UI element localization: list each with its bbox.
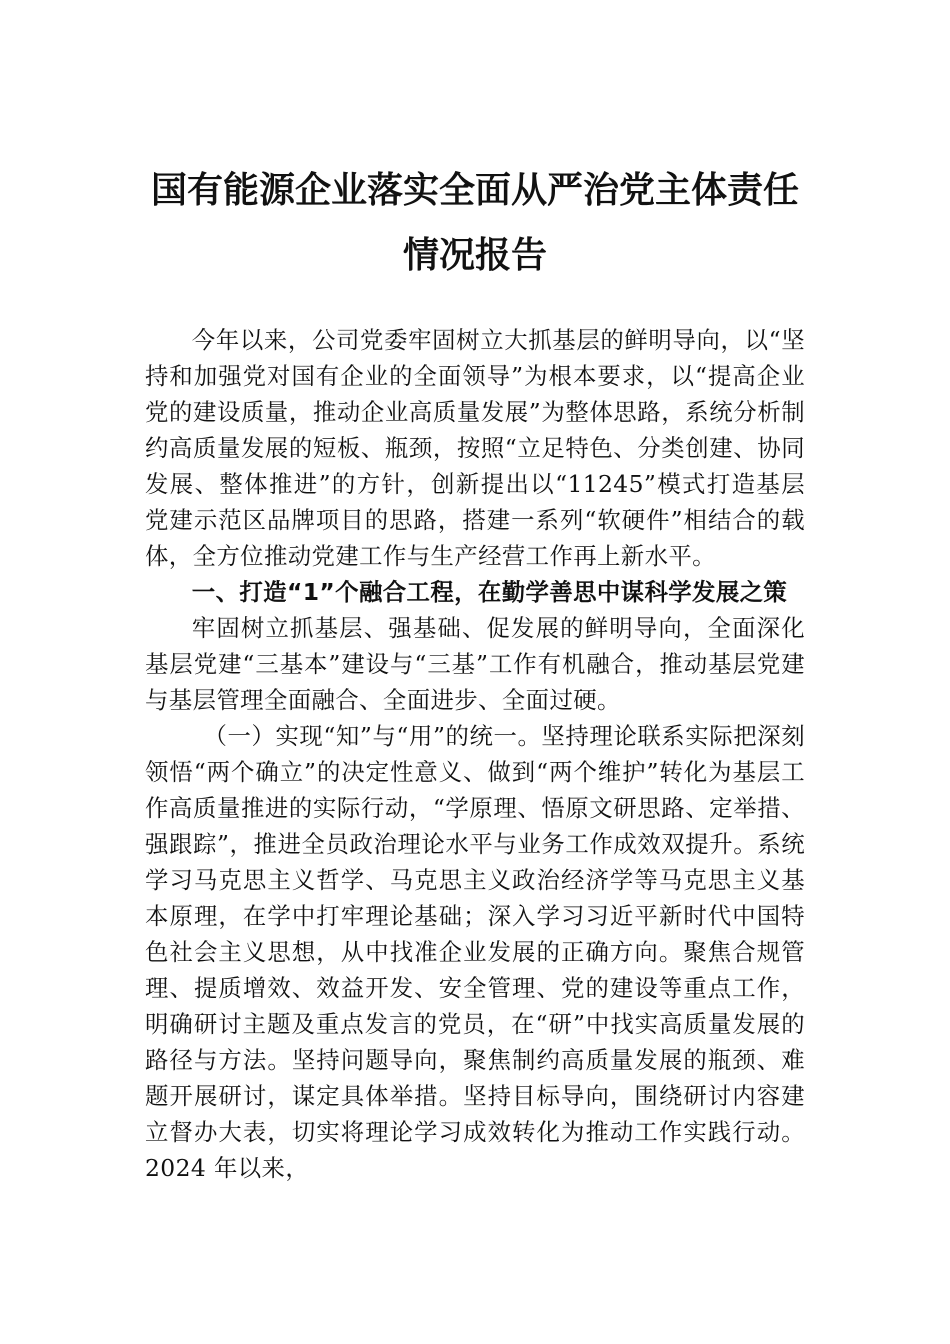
document-body [145, 322, 805, 1186]
intro-paragraph: 今年以来，公司党委牢固树立大抓基层的鲜明导向，以“坚持和加强党对国有企业的全面领导”为根本要求，以“提高企业党的建设质量，推动企业高质量发展”为整体思路，系统分析制约高质量发展的短板、瓶颈，按照“立足特色、分类创建、协同发展、整体推进”的方针，创新提出以“11245”模式打造基层党建示范区品牌项目的思路，搭建一系列“软硬件”相结合的载体，全方位推动党建工作与生产经营工作再上新水平。 [145, 326, 805, 570]
subsection-1-paragraph: （一）实现“知”与“用”的统一。坚持理论联系实际把深刻领悟“两个确立”的决定性意义、做到“两个维护”转化为基层工作高质量推进的实际行动，“学原理、悟原文研思路、定举措、强跟踪”，推进全员政治理论水平与业务工作成效双提升。系统学习马克思主义哲学、马克思主义政治经济学等马克思主义基本原理，在学中打牢理论基础；深入学习习近平新时代中国特色社会主义思想，从中找准企业发展的正确方向。聚焦合规管理、提质增效、效益开发、安全管理、党的建设等重点工作，明确研讨主题及重点发言的党员，在“研”中找实高质量发展的路径与方法。坚持问题导向，聚焦制约高质量发展的瓶颈、难题开展研讨，谋定具体举措。坚持目标导向，围绕研讨内容建立督办大表，切实将理论学习成效转化为推动工作实践行动。2024 年以来， [145, 722, 805, 1182]
section-1-heading: 一、打造“1”个融合工程，在勤学善思中谋科学发展之策 [191, 578, 788, 606]
section-1-paragraph: 牢固树立抓基层、强基础、促发展的鲜明导向，全面深化基层党建“三基本”建设与“三基”工作有机融合，推动基层党建与基层管理全面融合、全面进步、全面过硬。 [145, 614, 805, 714]
document-title-line-2: 情况报告 [402, 234, 547, 276]
document-title-line-1: 国有能源企业落实全面从严治党主体责任 [150, 169, 799, 211]
